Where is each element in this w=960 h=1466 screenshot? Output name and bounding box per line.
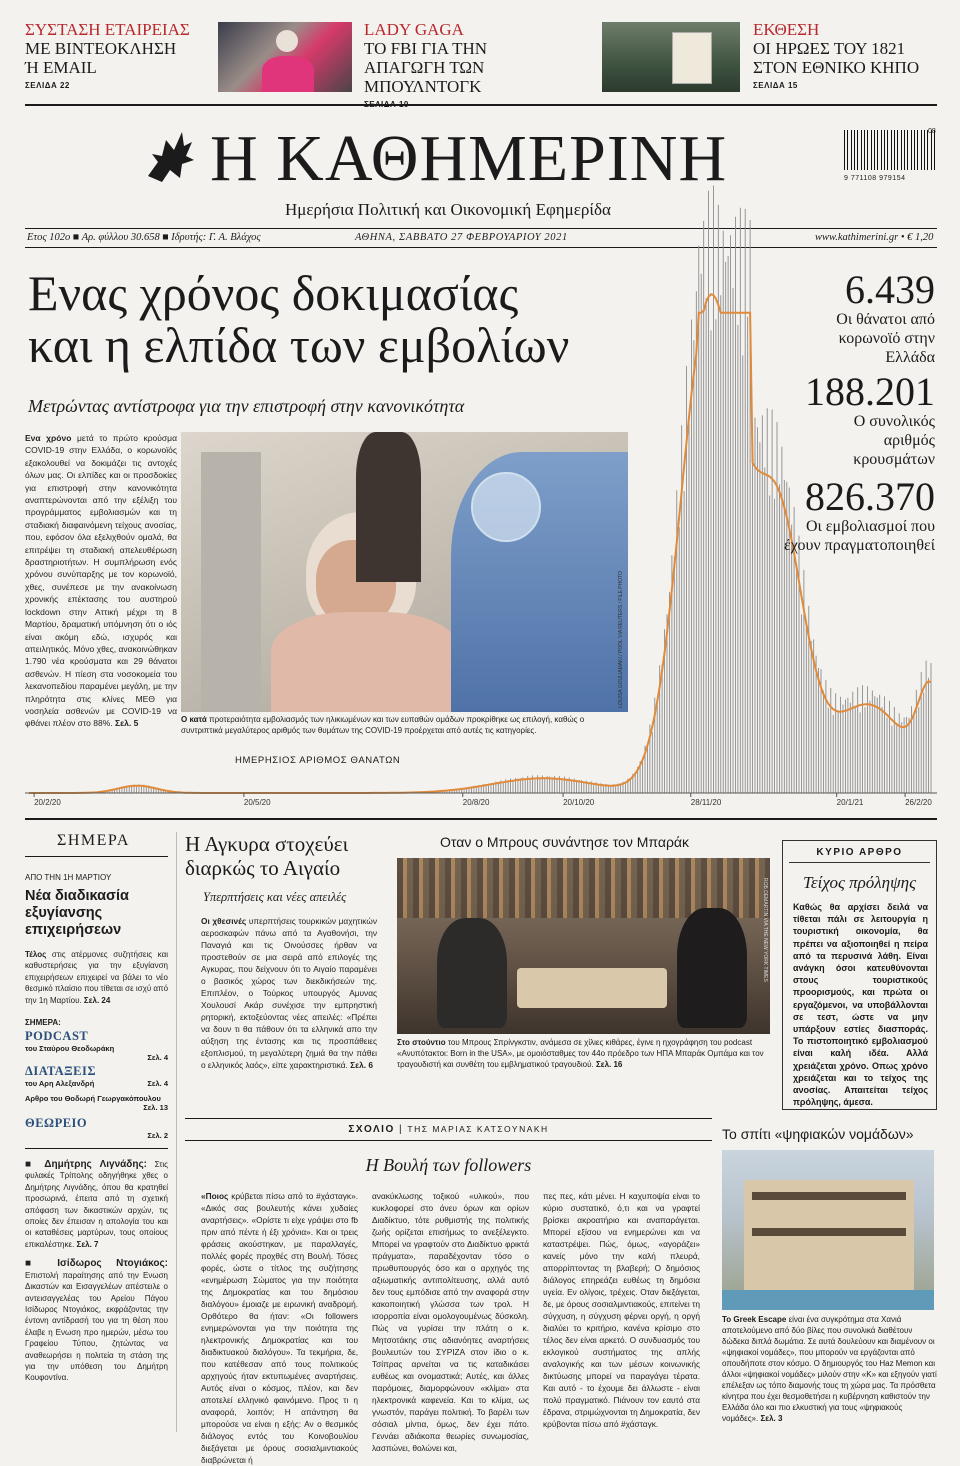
barcode-issue: 08 [928,128,936,135]
barcode-bar [891,130,892,170]
chart-tick-label: 20/8/20 [462,798,490,807]
scholio-article [185,1118,712,1465]
simera-title: Νέα διαδικασία εξυγίανσης επιχειρήσεων [25,888,129,938]
barcode-bar [897,130,898,170]
barcode-bar [931,130,932,170]
springsteen-title: Οταν ο Μπρους συνάντησε τον Μπαράκ [440,834,690,850]
table-shape [517,968,667,1008]
villa-photo [722,1150,934,1310]
lead-subhead: Μετρώντας αντίστροφα για την επιστροφή στην κανονικότητα [28,396,465,416]
teaser-page: ΣΕΛΙΔΑ 22 [25,81,70,90]
barcode-bar [847,130,848,170]
figure-dress-shape [262,56,314,92]
barcode-bar [934,130,935,170]
caption-lead: Το Greek Escape [722,1315,787,1324]
editorial-body: Καθώς θα αρχίσει δειλά να τίθεται πάλι σε λειτουργία η τουριστική οικονομία, θα πρέπει να αξιοποιηθεί η πείρα από τα περυσινά λάθη. Είναι ανάγκη όσοι κατευθύνονται στους τουριστικούς προορισμούς, και πρώτα οι εργαζόμενοι, να υποβάλλονται σε τεστ, ώστε να μην υπάρξουν εστίες διασποράς. Το πιστοποιητικό εμβολιασμού είναι καλή ιδέα. Αλλά χρειάζεται χρόνο. Οπως χρόνο χρειάζεται και το τείχος της ανοσίας. Απαιτείται τείχος πρόληψης, άμεσα. [793,902,928,1108]
studio-photo [397,858,770,1034]
turkey-title: Η Αγκυρα στοχεύει διαρκώς το Αιγαίο [185,832,349,880]
barcode-bar [867,130,868,170]
caption-text: του Μπρους Σπρίνγκστιν, ανάμεσα σε χίλιες κιθάρες, έγινε η ηχογράφηση του podcast «Ανυπότακτοι: Born in the USA», με ομοιόσταθμες τον 44ο πρόεδρο των ΗΠΑ Μπαράκ Ομπάμα και τον τραγουδιστή και συνθέτη του εμβληματικού τραγουδιού. [397,1038,764,1069]
springsteen-figure [437,918,507,1028]
barcode-bar [881,130,882,170]
nomads-title: Το σπίτι «ψηφιακών νομάδων» [722,1126,914,1142]
stat-number: 6.439 [845,267,935,312]
top-rule [25,104,937,106]
barcode-bar [857,130,858,170]
obama-figure [677,908,747,1028]
teaser-kicker: ΕΚΘΕΣΗ [753,20,820,39]
news-bullet: ■ [25,1159,45,1171]
barcode-bar [904,130,905,170]
teaser-1[interactable] [25,20,195,90]
simera-header: ΣΗΜΕΡΑ [57,832,130,849]
teaser-title: ΟΙ ΗΡΩΕΣ ΤΟΥ 1821 ΣΤΟΝ ΕΘΝΙΚΟ ΚΗΠΟ [753,39,920,77]
news-lead: Ισίδωρος Ντογιάκος: [57,1258,168,1270]
stats-panel [780,267,935,555]
turkey-body [185,915,377,1071]
teaser-kicker: ΣΥΣΤΑΣΗ ΕΤΑΙΡΕΙΑΣ [25,20,190,39]
stat-number: 826.370 [805,474,935,519]
simera-body-ref[interactable]: Σελ. 24 [83,995,111,1005]
simera-rule [25,856,168,857]
griffin-logo-icon [140,126,200,188]
barcode [844,130,938,182]
masthead-title: Η ΚΑΘΗΜΕΡΙΝΗ [210,122,728,195]
simera-item-page: Σελ. 13 [143,1103,168,1113]
teaser-3[interactable] [753,20,938,90]
editorial-header: ΚΥΡΙΟ ΑΡΘΡΟ [789,841,930,863]
barcode-bar [874,130,875,170]
barcode-bar [861,130,862,170]
news-item [25,1258,168,1398]
section-rule [25,818,937,820]
lead-headline-line-1: Ενας χρόνος δοκιμασίας [28,265,519,321]
chart-tick-label: 20/2/20 [34,798,61,807]
nomads-article [722,1126,937,1424]
scholio-header: ΣΧΟΛΙΟ [348,1124,395,1135]
photo-wall-panel [201,452,261,712]
pool-shape [722,1290,934,1310]
face-shield-shape [471,472,541,542]
teaser-title: ΜΕ ΒΙΝΤΕΟΚΛΗΣΗ Ή EMAIL [25,39,177,77]
chart-tick-label: 20/5/20 [243,798,271,807]
meta-website: www.kathimerini.gr • € 1,20 [815,232,934,243]
turkey-body-ref[interactable]: Σελ. 6 [350,1060,373,1070]
barcode-bar [901,130,902,170]
lead-photo-caption [181,714,628,736]
simera-column [25,832,168,1398]
teaser-kicker: LADY GAGA [364,20,464,39]
meta-rule-top [25,228,937,229]
lady-gaga-photo [218,22,352,92]
caption-text: προτεραιότητα εμβολιασμός των ηλικιωμένων και των ευπαθών ομάδων προκρίθηκε ως επιλογή, καθώς ο συντριπτικά μεγαλύτερος αριθμός των θυμάτων της COVID-19 προέρχεται από αυτές τις κατηγορίες. [181,715,585,735]
barcode-bar [864,130,865,170]
barcode-bar [917,130,918,170]
barcode-bar [924,130,925,170]
elderly-woman-body [271,612,461,712]
simera-item-sub: του Σταύρου Θεοδωράκη [25,1044,115,1054]
turkey-article [185,832,385,1071]
stat-number: 188.201 [805,369,935,414]
simera-item-sub: Αρθρο του Θοδωρή Γεωργακόπουλου [25,1094,161,1104]
barcode-bar [921,130,922,170]
caption-lead: Ο κατά [181,715,207,724]
scholio-col-1 [201,1190,358,1465]
meta-rule-bottom [25,247,937,248]
simera-item-page: Σελ. 4 [147,1053,168,1063]
nurse-figure [356,432,421,582]
stat-label: Οι θάνατοι από κορωνοϊό στην Ελλάδα [836,311,935,366]
news-body: Επιστολή παραίτησης από την Ενωση Δικαστών και Εισαγγελέων απέστειλε ο αντεισαγγελέας του Αρείου Πάγου Ισίδωρος Ντογιάκος, εκφράζοντας την έντονη αντίδρασή του για τη θέση που έλαβε η Ενωση προ ημερών, μέσω του Γραφείου Τύπου, ζητώντας να αναθεωρήσει η πολιτεία τη στάση της για την υπόθεση του Δημήτρη Κουφοντίνα. [25,1270,168,1383]
lead-body-lead: Ενα χρόνο [25,433,72,443]
simera-item-page: Σελ. 2 [147,1131,168,1141]
simera-item-title: PODCAST [25,1029,89,1044]
barcode-bar [911,130,912,170]
scholio-col1-lead: «Ποιος [201,1191,229,1201]
news-bullet: ■ [25,1258,58,1270]
scholio-title: Η Βουλή των followers [365,1155,532,1175]
stat-vaccinations [780,474,935,555]
teaser-page: ΣΕΛΙΔΑ 15 [753,81,798,90]
chart-tick-label: 28/11/20 [690,798,722,807]
simera-item-title: ΔΙΑΤΑΞΕΙΣ [25,1064,97,1079]
meta-date: ΑΘΗΝΑ, ΣΑΒΒΑΤΟ 27 ΦΕΒΡΟΥΑΡΙΟΥ 2021 [355,232,568,243]
turkey-body-text: υπερπτήσεις τουρκικών μαχητικών αεροσκαφών πάνω από τα Αγαθονήσι, την Παναγιά και τις Οινούσσες ήρθαν να προστεθούν σε μια σειρά από επιλογές της Αγκυρας, που δείχνουν ότι το Αιγαίο παραμένει ο βασικός χώρος των διεκδικήσεών της. Επιπλέον, ο Τούρκος υπουργός Αμυνας Χουλουσί Ακάρ συνέχισε την εμπρηστική ρητορική, εκτοξεύοντας νέες απειλές: «Πρέπει να δουν τι θα πάθουν ότι τα ελληνικά απο την αύξηση της έντασης και τις προσπάθειες εξοπλισμού, τη μεγαλύτερη ζημιά θα την πάθει ο ελληνικός λαός», είπε χαρακτηριστικά. [201,916,377,1070]
barcode-bar [887,130,888,170]
stat-deaths [780,267,935,367]
caption-text: είναι ένα συγκρότημα στα Χανιά αποτελούμενο από δύο βίλες που συνολικά διαθέτουν δώδεκα διπλά δωμάτια. Σε αυτά δουλεύουν και διαμένουν οι «ψηφιακοί νομάδες», που μπορούν να εργάζονται από οπουδήποτε στον κόσμο. Ο δημιουργός του Haz Memon και άλλοι «ψηφιακοί νομάδες» μιλούν στην «Κ» και εξηγούν γιατί επέλεξαν ως τόπο διαμονής τους τη χώρα μας. Τα πρόσθετα κίνητρα που έχει θεσμοθετήσει η κυβέρνηση καθιστούν την Ελλάδα όλο και πιο ελκυστική για τους «ψηφιακούς νομάδες». [722,1315,937,1423]
lead-headline [28,265,569,373]
barcode-bar [871,130,872,170]
springsteen-caption [397,1037,770,1070]
scholio-header-row: ΣΧΟΛΙΟ | ΤΗΣ ΜΑΡΙΑΣ ΚΑΤΣΟΥΝΑΚΗ [348,1124,549,1135]
stat-cases [780,369,935,469]
lead-body-ref[interactable]: Σελ. 5 [115,718,139,729]
lead-body [25,432,177,744]
stat-label: Οι εμβολιασμοί που έχουν πραγματοποιηθεί [784,518,935,554]
scholio-author: ΤΗΣ ΜΑΡΙΑΣ ΚΑΤΣΟΥΝΑΚΗ [407,1124,549,1134]
simera-item-sub: του Αρη Αλεξανδρή [25,1079,95,1089]
caption-lead: Στο στούντιο [397,1038,446,1047]
photo-credit: LOUISA GOULIAMAKI / POOL VIA REUTERS / FILE PHOTO [618,571,624,708]
barcode-bar [907,130,908,170]
chart-tick-label: 20/1/21 [836,798,864,807]
scholio-rule-2 [185,1140,712,1141]
scholio-col-3: πες πες, κάτι μένει. Η καχυποψία είναι το κύριο συστατικό, ό,τι και να γραφτεί βρίσκει ακροατήριο και αναπαράγεται. Μπορεί εξίσου να ενημερώνει και να καταστρέψει. Πώς, όμως, «αγοράζει» κανείς μόνο την καλή πλευρά, απορρίπτοντας τη βλαβερή; Ο δημόσιος διάλογος επηρεάζει ευθέως τη δημόσια υγεία. Εν ολίγοις, τρέχεις. Οταν διεξάγεται, δε, με όρους σοσιαλμιντιακούς, επιτείνει τη σύγχυση, η σύγχυση φέρνει οργή, η οργή διαλύει το κριτήριο, κανένα κρίσιμο στο τέλος δεν είναι αρκετό. Ο συνδυασμός του εκλογικού συστήματος της απλής αναλογικής και των μέσων κοινωνικής δικτύωσης μπορεί να παραγάγει τέρατα. Και αυτό - το έχουμε δει άλλωστε - είναι πολύ πραγματικό. Πιάνουν τον εαυτό στα έδρανα, στριμώχνονται τη Δημοκρατία, δεν κρύβονται πίσω από #χάσταγκ. [543,1191,700,1429]
scholio-rule [185,1118,712,1119]
simera-item-theoreio[interactable] [25,1116,168,1140]
figure-head-shape [276,30,298,52]
barcode-bar [884,130,885,170]
teaser-title: ΤΟ FBI ΓΙΑ ΤΗΝ ΑΠΑΓΩΓΗ ΤΩΝ ΜΠΟΥΛΝΤΟΓΚ [364,39,488,96]
studio-photo-credit: ROB DEMARTIN VIA THE NEW YORK TIMES [762,878,768,982]
barcode-number: 9 771108 979154 [844,175,906,182]
vaccination-photo [181,432,628,712]
simera-item-title: ΘΕΩΡΕΙΟ [25,1116,88,1131]
news-lead: Δημήτρης Λιγνάδης: [44,1159,148,1171]
simera-item-page: Σελ. 4 [147,1079,168,1089]
chart-ticks [34,793,932,807]
simera-body [25,949,168,1006]
lead-headline-line-2: και η ελπίδα των εμβολίων [28,317,570,373]
simera-news-rule [25,1148,168,1149]
meta-issue: Ετος 102ο ■ Αρ. φύλλου 30.658 ■ Ιδρυτής: Γ. Α. Βλάχος [27,232,261,243]
chart-tick-label: 26/2/20 [905,798,932,807]
chart-tick-label: 20/10/20 [563,798,595,807]
barcode-bar [927,130,928,170]
simera-body-lead: Τέλος [25,950,47,959]
simera-also: ΣΗΜΕΡΑ: [25,1018,61,1028]
lead-body-text: μετά το πρώτο κρούσμα COVID-19 στην Ελλάδα, ο κορωνοϊός εξακολουθεί να δοκιμάζει τις αντοχές όλων μας. Οι ελπίδες και οι προσδοκίες για επιστροφή στην κανονικότητα αναπτερώνονται από την εξέλιξη του προγράμματος εμβολιασμών και τη σταδιακή διαφαινόμενη τείχους ανοσίας, που, εφόσον όλα εξελιχθούν ομαλά, θα επιτρέψει τη σταδιακή απελευθέρωση δραστηριοτήτων. Η συμπλήρωση ενός χρόνου συνύπαρξης με τον κορωνοϊό, χθες, συνέπεσε με την ανακοίνωση χρονικής επέκτασης του αυστηρού lockdown στην Αττική μέχρι τη 8 Μαρτίου, δραματική υπόμνηση ότι ο ιός είναι ακόμη εδώ, ισχυρός και απειλητικός. Μόνο χθες, ανακοινώθηκαν 1.790 νέα κρούσματα και 29 θάνατοι ασθενών. Η πίεση στα νοσοκομεία του λεκανοπεδίου παραμένει μεγάλη, με την πληρότητα στις κλίνες ΜΕΘ για νοσηλεία ασθενών με COVID-19 να φθάνει πλέον στο 88%. [25,433,177,729]
news-body: Στις φυλακές Τρίπολης οδηγήθηκε χθες ο Δημήτρης Λιγνάδης, όπου θα κρατηθεί προσωρινά, έπειτα από τη σχετική απόφαση των δικαστικών αρχών, τις οποίες δεν έπεισαν η απολογία του και οι καταθέσεις μαρτύρων, τους οποίους επικαλέστηκε. [25,1160,169,1249]
column-divider [176,832,177,1432]
simera-body-text: στις ατέρμονες συζητήσεις και καθυστερήσεις για την εξυγίανση επιχειρήσεων επιχειρεί να βάλει το νέο θεσμικό πλαίσιο που τίθεται σε ισχύ από την 1η Μαρτίου. [25,950,169,1005]
teaser-2[interactable] [364,20,584,109]
balcony-shape [752,1192,906,1200]
chart-title: ΗΜΕΡΗΣΙΟΣ ΑΡΙΘΜΟΣ ΘΑΝΑΤΩΝ [235,755,401,766]
barcode-bar [844,130,845,170]
scholio-col1-text: κρύβεται πίσω από το #χάσταγκ». «Δικός σας βουλευτής κάνει χυδαίες αναρτήσεις». «Ορίστε τι είχε γράψει στο fb πριν από πέντε ή έξι χρόνια». Και οι τρεις φράσεις ακούστηκαν, με παραλλαγές, πολλές φορές προχθές στη Βουλή. Τόσες φορές, ώστε ο τίτλος της συζήτησης «ενημέρωση Σώματος για την ποιότητα της Δημοκρατίας και του δημόσιου διαλόγου» έμοιαζε με ειρωνική αναδρομή. Ορθότερο θα ήταν: «Οι followers ενημερώνονται για την ποιότητα της ηλεκτρονικής Δημοκρατίας και του διαδικτυακού διαλόγου». Τα τεκμήρια, δε, που κατέθεσαν από τους πολιτικούς αρχηγούς ήταν εκτυπωμένες αναρτήσεις. Αυτός είναι ο κόσμος, πλέον, και δεν αποτελεί ελληνικό φαινόμενο. Προς τι η αναφορά, λοιπόν; Η απάντηση θα μπορούσε να είναι η εξής: Αν ο θεσμικός διάλογος εντός του Κοινοβουλίου διεξάγεται με όρους σοσιαλμιντιακούς διαβρώνεται ή [201,1191,358,1465]
simera-item-diatakseis[interactable] [25,1064,168,1088]
exhibition-photo [602,22,740,92]
balcony-shape [752,1228,906,1236]
barcode-bar [877,130,878,170]
turkey-body-lead: Οι χθεσινές [201,916,247,926]
scholio-col-2: ανακύκλωσης τοξικού «υλικού», που κυκλοφορεί στο άνευ όρων και ορίων Διαδίκτυο, τότε ρυθμιστής της πολιτικής ζωής ορίζεται επισήμως το ανεξέλεγκτο. Μπορεί να γραφτούν στο Διαδίκτυο φρικτά πράγματα», παραδέχονταν τόσο ο πρωθυπουργός όσο και ο αρχηγός της αξιωματικής αντιπολίτευσης, αλλά αυτό δεν τους εμπόδισε από την αναφορά στην κακοποιητική γλώσσα των τρολ. Η ισορροπία είναι ομολογουμένως δύσκολη. Πώς να γυρίσει την πλάτη ο κ. Μητσοτάκης στις αδιανόητες αναρτήσεις βουλευτών του ΣΥΡΙΖΑ στον ίδιο ο κ. Τσίπρας αρνείται να τις καταδικάσει ευθέως και ονομαστικά; Αυτές, και άλλες παρόμοιες, διαμορφώνουν «κλίμα» στα ηλεκτρονικά καφενεία. Και το κλίμα, ως γνωστόν, παράγει πολιτική. Το βαρέλι των σόσιαλ μίντια, όμως, δεν έχει πάτο. Γεννάει αδιάκοπα θεωρίες συνωμοσίας, λασπώνει, θολώνει και, [372,1191,529,1453]
editorial-box [782,840,937,1110]
scholio-columns [185,1190,712,1465]
barcode-bar [894,130,895,170]
barcode-bar [854,130,855,170]
masthead-subtitle: Ημερήσια Πολιτική και Οικονομική Εφημερίδα [285,200,611,219]
nomads-caption [722,1314,937,1424]
news-item [25,1159,168,1250]
barcode-bar [914,130,915,170]
news-ref[interactable]: Σελ. 7 [76,1239,99,1249]
editorial-title: Τείχος πρόληψης [803,873,916,892]
simera-item-podcast[interactable] [25,1029,168,1062]
poster-shape [672,32,712,84]
turkey-subhead: Υπερπτήσεις και νέες απειλές [203,890,347,904]
stat-label: Ο συνολικός αριθμός κρουσμάτων [853,413,935,468]
barcode-bar [851,130,852,170]
simera-kicker: ΑΠΟ ΤΗΝ 1Η ΜΑΡΤΙΟΥ [25,873,112,882]
caption-ref[interactable]: Σελ. 16 [595,1060,623,1069]
caption-ref[interactable]: Σελ. 3 [760,1414,783,1423]
simera-item-article[interactable] [25,1094,168,1112]
